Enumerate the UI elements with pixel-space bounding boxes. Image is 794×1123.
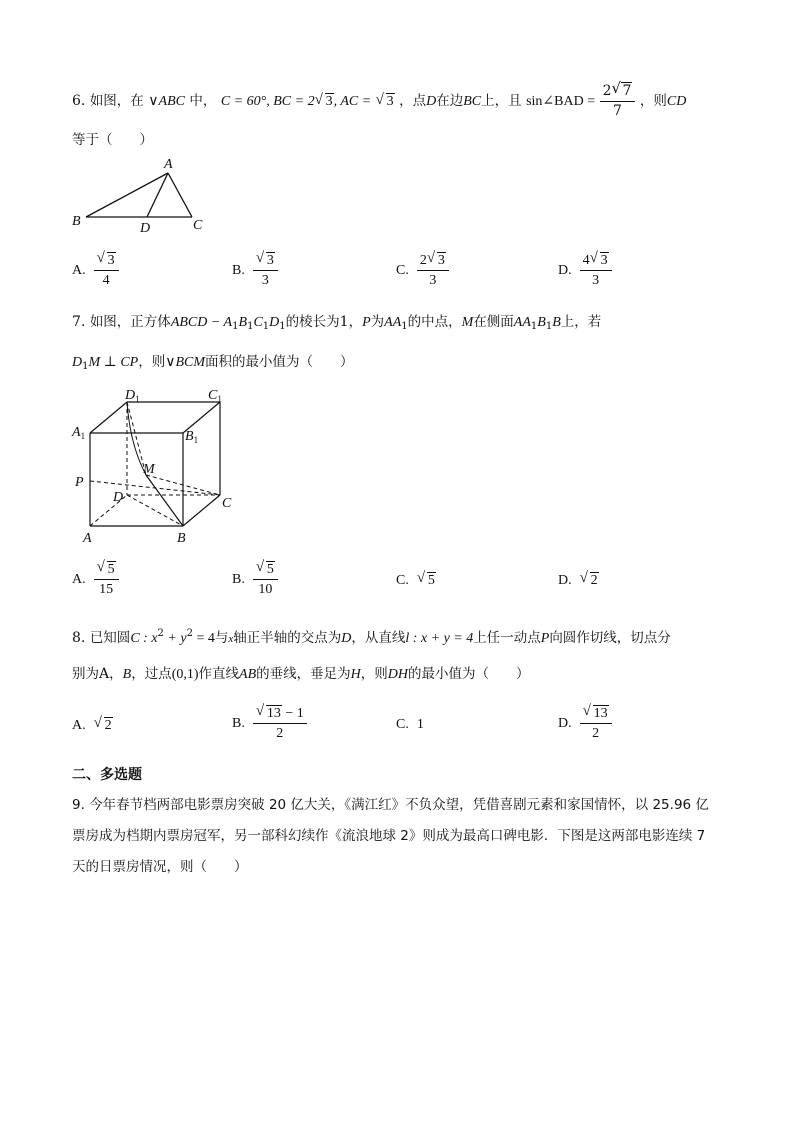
label-B: B [177, 531, 186, 545]
q8-line2: 别为A，B，过点(0,1)作直线AB的垂线，垂足为H，则DH的最小值为（ ） [72, 666, 530, 682]
q7-option-a[interactable]: A. √ 5 15 [72, 561, 119, 598]
label-A1: $A_1$ [72, 425, 86, 441]
sqrt: √ 3 [375, 92, 394, 109]
q8-line1: 8. 已知圆C : $x^2 + y^2 = 4$与x轴正半轴的交点为D，从直线l : x + y = 4上任一动点P向圆作切线，切点分 [72, 628, 671, 646]
q9-line3: 天的日票房情况，则（ ） [72, 859, 248, 875]
q7-cube-figure [66, 385, 246, 545]
label-D: D [140, 221, 151, 236]
label-A: A [83, 531, 92, 545]
q9-line1: 9. 今年春节档两部电影票房突破 20 亿大关，《满江红》不负众望，凭借喜剧元素和家国情怀，以 25.96 亿 [72, 797, 709, 813]
label-C: C [222, 496, 232, 511]
label-M: M [143, 462, 155, 477]
q6-line1: 6. 如图，在 ∨ABC 中， C = 60°, BC = 2 √ 3, AC = √ 3 ，点D在边BC上，且 sin∠BAD = 2 √ 7 7 ，则CD [72, 79, 687, 119]
label-D1: $D_1$ [125, 388, 140, 404]
q9-line2: 票房成为档期内票房冠军，另一部科幻续作《流浪地球 2》则成为最高口碑电影．下图是这两部电影连续 7 [72, 828, 706, 844]
label-B: B [72, 214, 81, 229]
section-title: 二、多选题 [72, 767, 142, 783]
q8-option-c[interactable]: C. 1 [396, 717, 424, 732]
q7-line1: 7. 如图，正方体ABCD − $A_1B_1C_1D_1$的棱长为1，P为$AA_1$的中点，M在侧面$AA_1B_1B$上，若 [72, 314, 602, 332]
q6-option-a[interactable]: A. √ 3 4 [72, 252, 119, 289]
q7-option-c[interactable]: C. √ 5 [396, 570, 435, 588]
label-P: P [75, 475, 84, 490]
label-C1: $C_1$ [208, 388, 222, 404]
label-A: A [164, 157, 173, 172]
q6-option-b[interactable]: B. √ 3 3 [232, 252, 278, 289]
q6-option-d[interactable]: D. 4 √ 3 3 [558, 252, 612, 289]
fraction: 2 √ 7 7 [600, 82, 636, 120]
q6-line2: 等于（ ） [72, 132, 153, 148]
q7-option-d[interactable]: D. √ 2 [558, 570, 598, 588]
q8-option-a[interactable]: A. √ 2 [72, 715, 112, 733]
sqrt: √ 3 [314, 92, 333, 109]
q8-option-d[interactable]: D. √ 13 2 [558, 705, 612, 742]
q7-line2: $D_1M$ ⊥ CP，则∨BCM面积的最小值为（ ） [72, 354, 354, 372]
label-D: D [113, 490, 124, 505]
q6-option-c[interactable]: C. 2 √ 3 3 [396, 252, 449, 289]
q6-triangle-figure [66, 154, 216, 236]
q8-option-b[interactable]: B. √ 13 − 1 2 [232, 705, 307, 742]
q7-option-b[interactable]: B. √ 5 10 [232, 561, 278, 598]
label-C: C [193, 218, 203, 233]
label-B1: $B_1$ [185, 429, 199, 445]
